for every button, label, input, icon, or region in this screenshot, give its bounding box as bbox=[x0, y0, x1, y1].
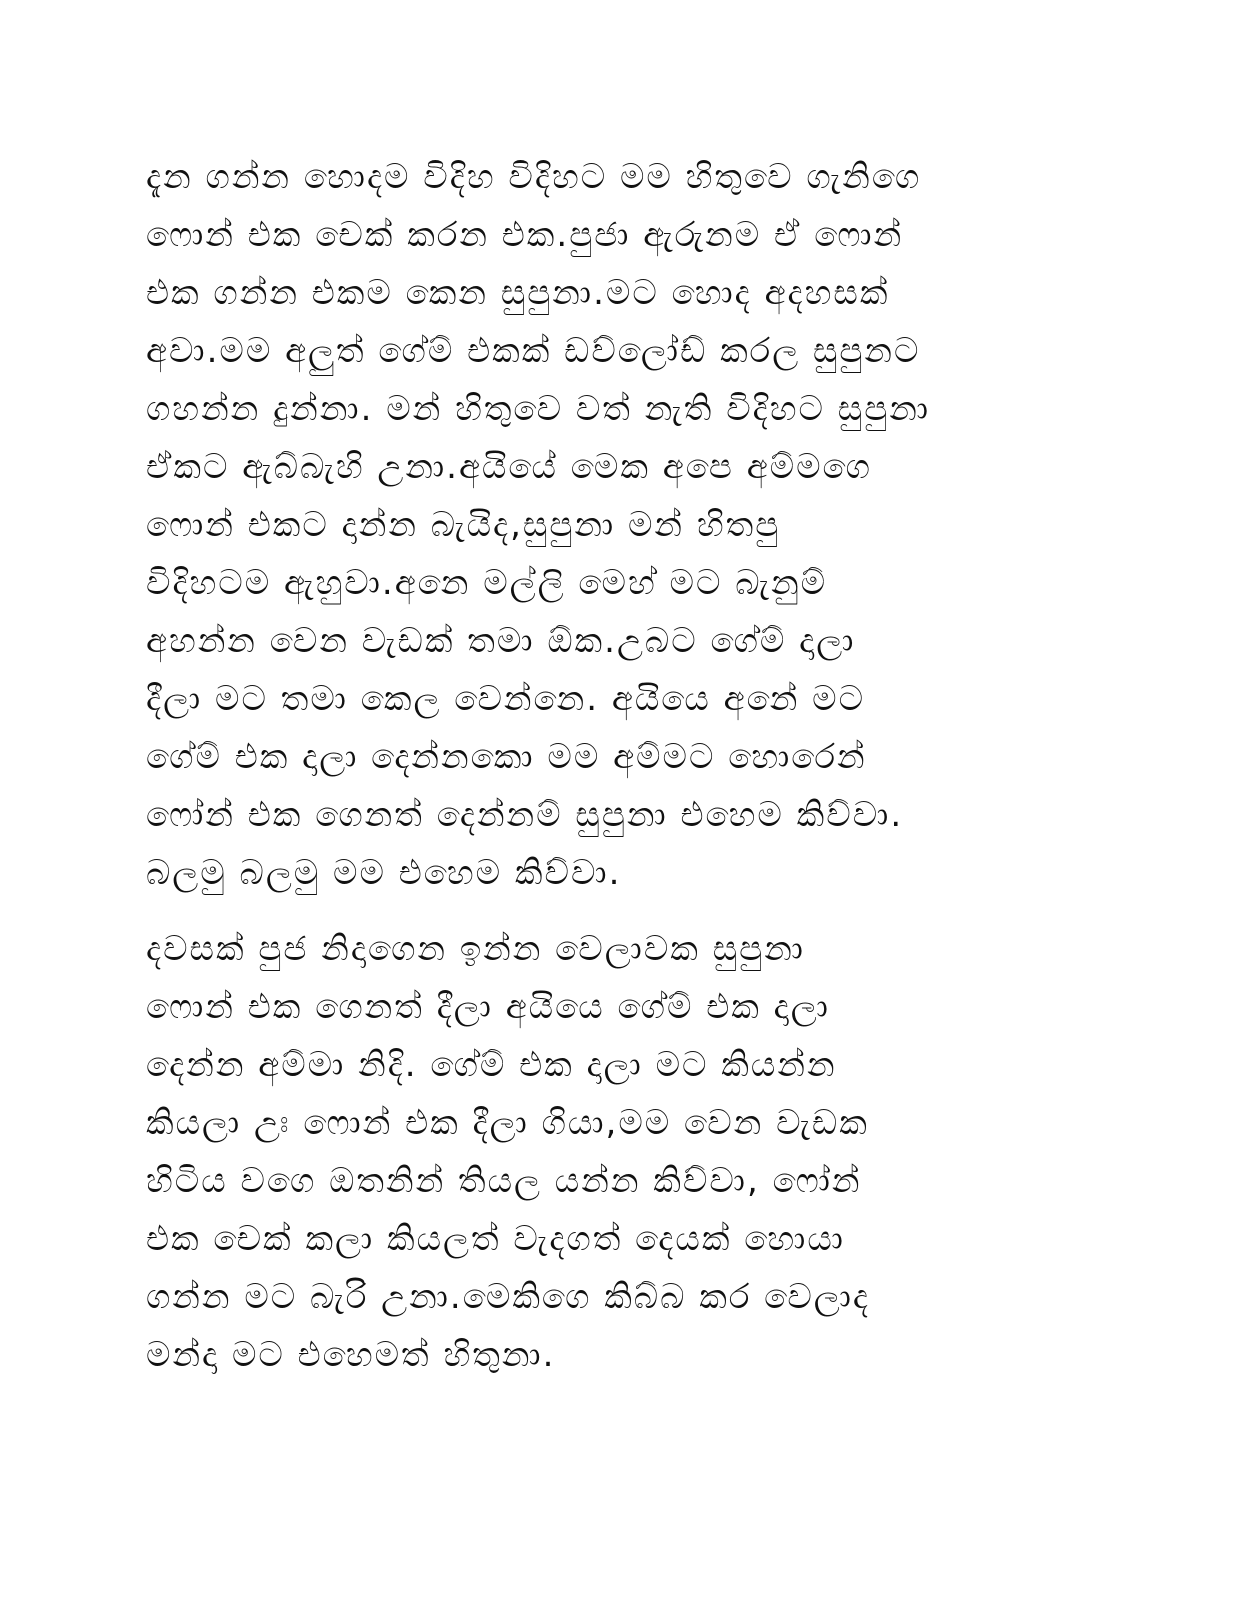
text-line: ෆොන් එක ගෙනත් දීලා අයියෙ ගේම් එක දාලා bbox=[146, 987, 830, 1027]
text-line: දැන ගන්න හොදම විදිහ විදිහට මම හිතුවෙ ගැනිගෙ bbox=[146, 157, 922, 197]
text-line: දවසක් පුජ නිදාගෙන ඉන්න වෙලාවක සුපුනා bbox=[146, 929, 805, 969]
text-line: කියලා උඃ ෆොන් එක දීලා ගියා,මම වෙන වැඩක bbox=[146, 1103, 869, 1143]
text-line: විදිහටම ඇහුවා.අනෙ මල්ලි මෙහ් මට බැනුම් bbox=[146, 563, 828, 603]
paragraph-2 bbox=[146, 920, 1086, 1384]
text-line: ෆොන් එක චෙක් කරන එක.පුජා ඇරුනම ඒ ෆොන් bbox=[146, 215, 904, 255]
text-line: මන්දා මට එහෙමත් හිතුනා. bbox=[146, 1335, 556, 1375]
text-line: අවා.මම අලුත් ගේම් එකක් ඩව්ලෝඩ් කරල සුපුනට bbox=[146, 331, 921, 371]
text-line: අහන්න වෙන වැඩක් තමා ඕක.උබට ගේම් දාලා bbox=[146, 621, 856, 661]
text-line: එක චෙක් කලා කියලත් වැදගත් දෙයක් හොයා bbox=[146, 1219, 845, 1259]
text-line: ෆෝන් එක ගෙනත් දෙන්නම් සුපුනා එහෙම කිව්වා. bbox=[146, 795, 904, 835]
text-line: බලමු බලමු මම එහෙම කිව්වා. bbox=[146, 853, 622, 893]
text-line: හිටිය වගෙ ඔතනින් තියල යන්න කිව්වා, ෆෝන් bbox=[146, 1161, 862, 1201]
text-line: ගන්න මට බැරි උනා.මෙකිගෙ කිබ්බ කර වෙලාද bbox=[146, 1277, 871, 1317]
text-line: ගහන්න දුන්නා. මන් හිතුවෙ වත් නැති විදිහට සුපුනා bbox=[146, 389, 931, 429]
text-line: ගේම් එක දාලා දෙන්නකො මම අම්මට හොරෙන් bbox=[146, 737, 867, 777]
paragraph-1 bbox=[146, 148, 1086, 902]
text-line: එක ගන්න එකම කෙන සුපුනා.මට හොද අදහසක් bbox=[146, 273, 890, 313]
text-line: ඒකට ඇබ්බැහි උනා.අයියේ මෙක අපෙ අම්මගෙ bbox=[146, 447, 872, 487]
text-line: දීලා මට තමා කෙල වෙන්නෙ. අයියෙ අනේ මට bbox=[146, 679, 866, 719]
text-line: දෙන්න අම්මා නිදි. ගේම් එක දාලා මට කියන්න bbox=[146, 1045, 837, 1085]
text-line: ෆොන් එකට දාන්න බැයිද,සුපුනා මන් හිතපු bbox=[146, 505, 781, 545]
